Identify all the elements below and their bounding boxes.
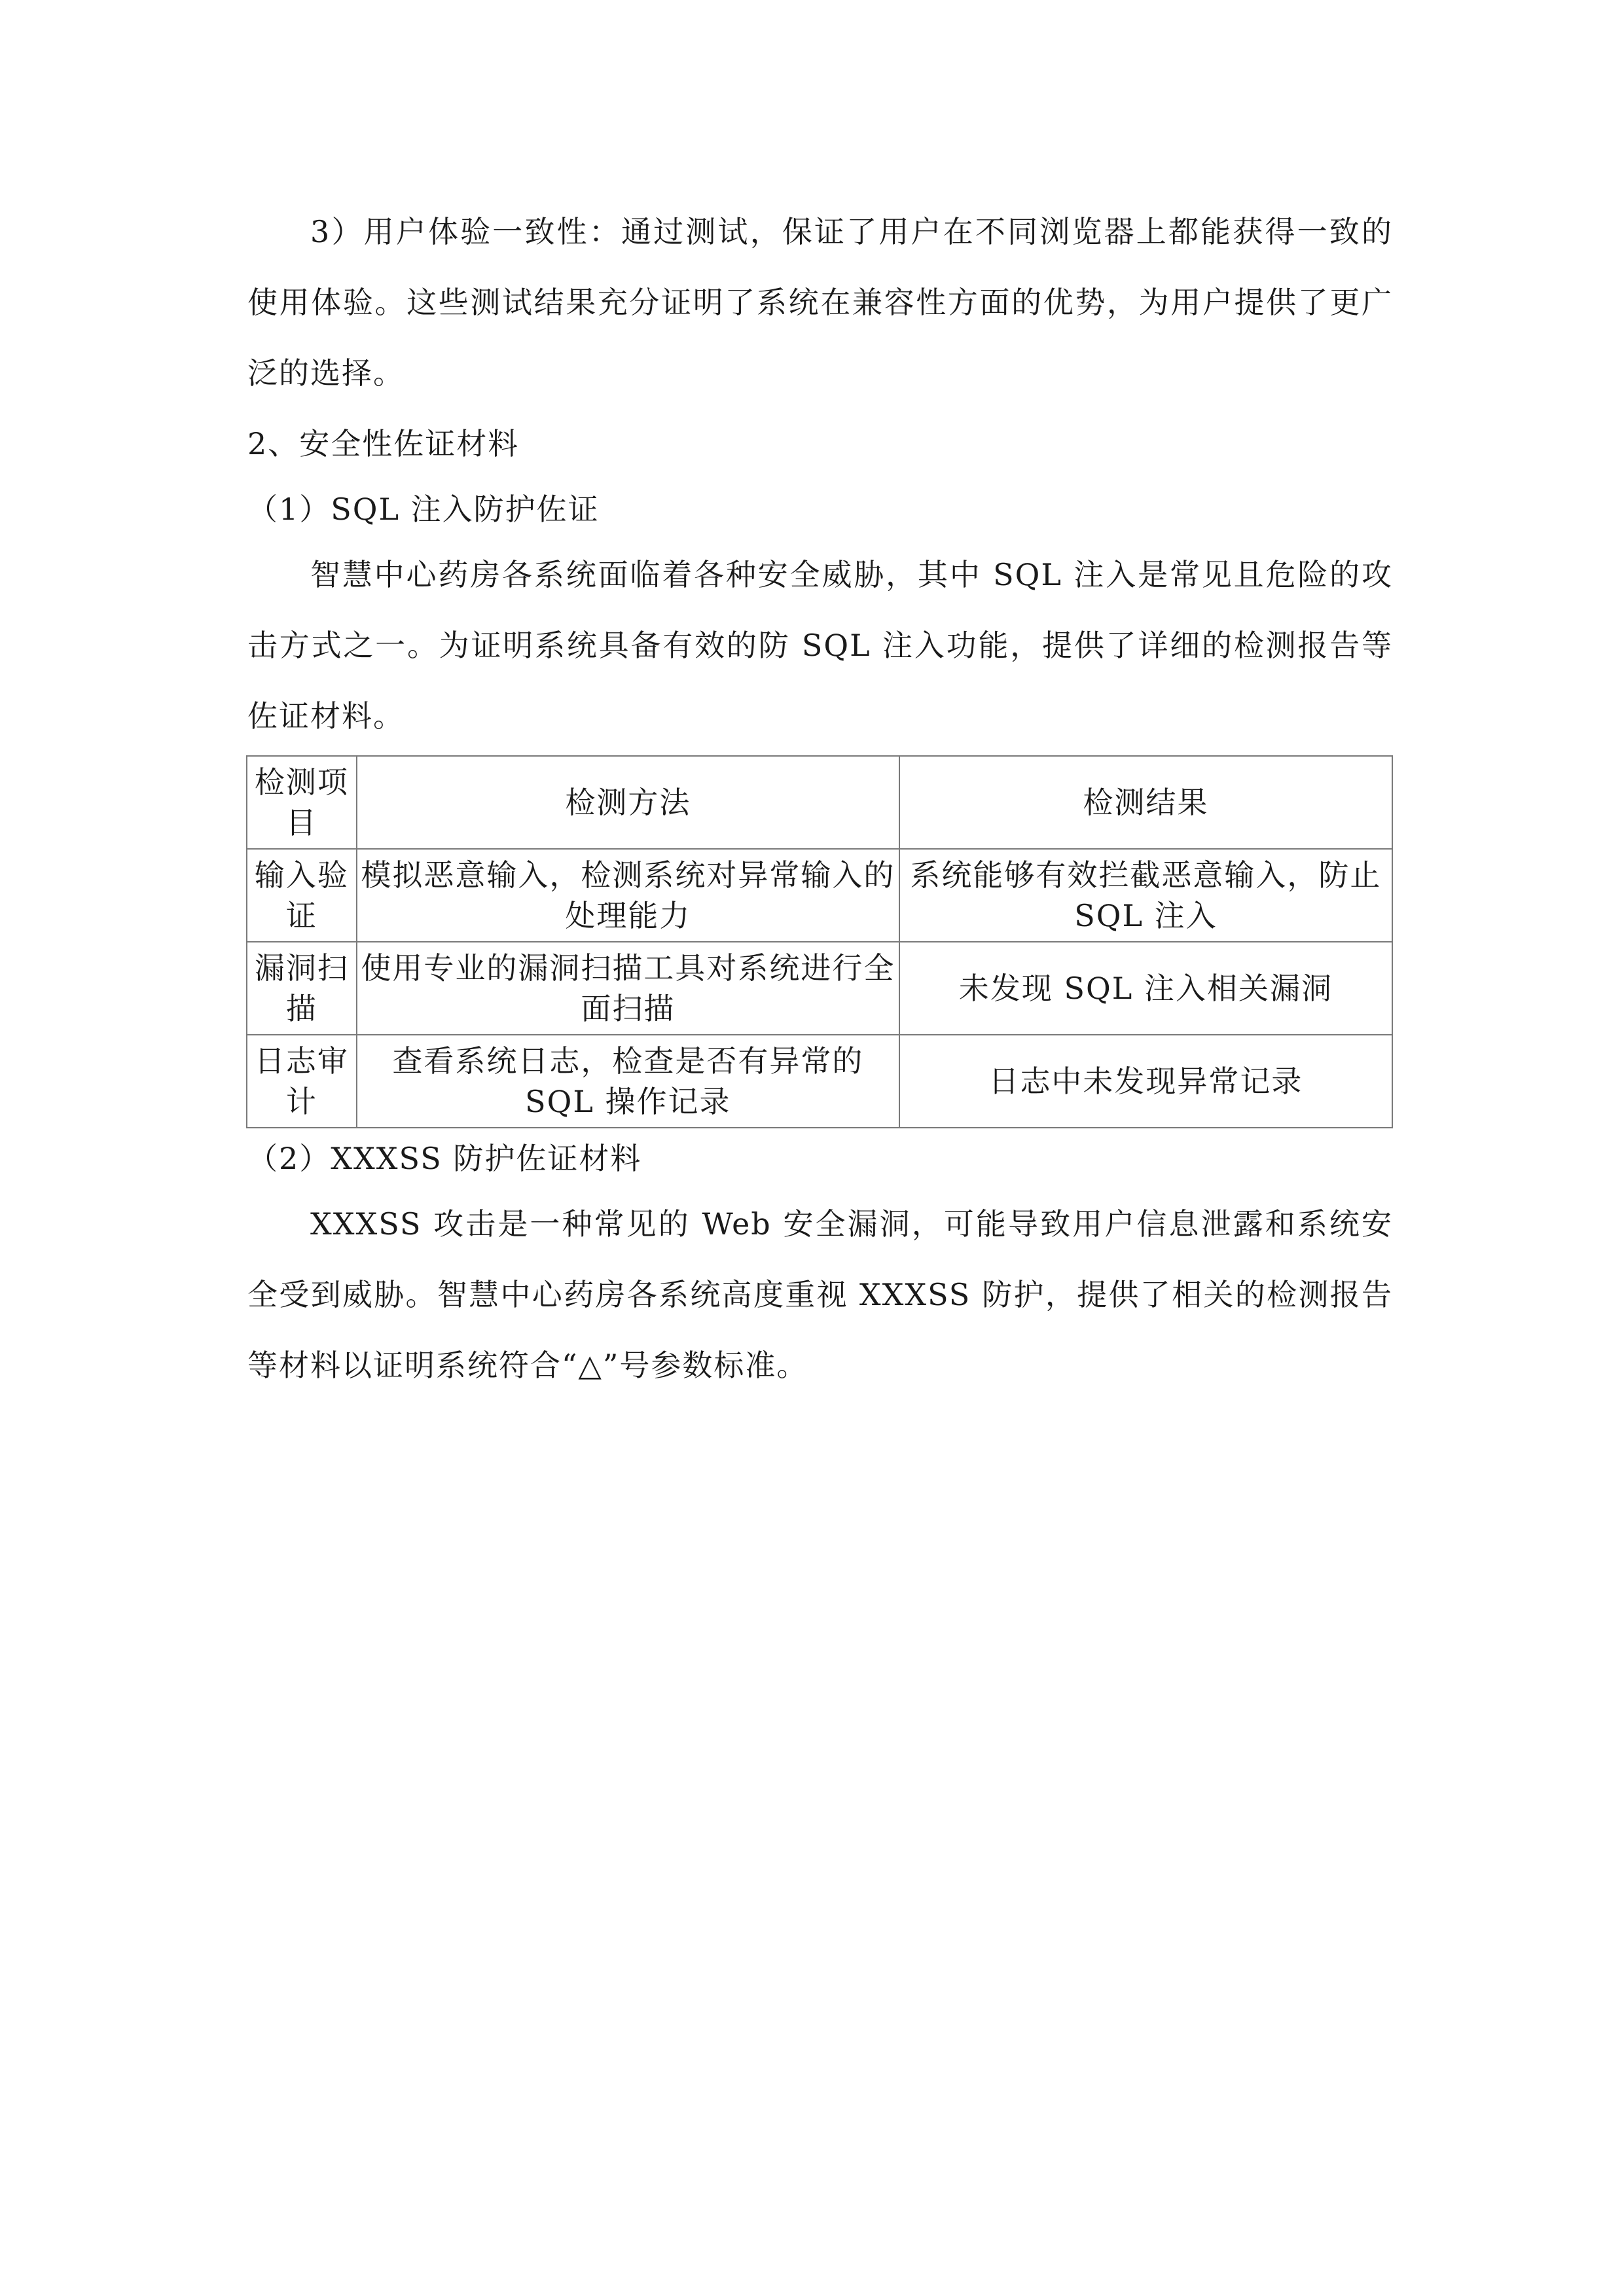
table-cell-item: 日志审计 [247, 1035, 357, 1128]
document-body [247, 196, 1393, 1401]
paragraph-user-experience: 3）用户体验一致性：通过测试，保证了用户在不同浏览器上都能获得一致的使用体验。这些测试结果充分证明了系统在兼容性方面的优势，为用户提供了更广泛的选择。 [247, 214, 1393, 391]
subsection-heading-xss: （2）XXXSS 防护佐证材料 [247, 1141, 642, 1176]
table-cell-method: 查看系统日志，检查是否有异常的 SQL 操作记录 [357, 1035, 899, 1128]
subsection-heading-sql-injection: （1）SQL 注入防护佐证 [247, 492, 600, 527]
table-header-cell: 检测方法 [357, 756, 899, 849]
table-header-row [247, 756, 1392, 849]
table-cell-result: 日志中未发现异常记录 [899, 1035, 1392, 1128]
table-row [247, 1035, 1392, 1128]
sql-detection-table [246, 755, 1393, 1128]
table-header-cell: 检测结果 [899, 756, 1392, 849]
paragraph-xss: XXXSS 攻击是一种常见的 Web 安全漏洞，可能导致用户信息泄露和系统安全受到威胁。智慧中心药房各系统高度重视 XXXSS 防护，提供了相关的检测报告等材料以证明系统符合“△”号参数标准。 [247, 1206, 1393, 1383]
table-cell-result: 系统能够有效拦截恶意输入，防止 SQL 注入 [899, 849, 1392, 942]
table-cell-method: 使用专业的漏洞扫描工具对系统进行全面扫描 [357, 942, 899, 1035]
section-heading-security-evidence: 2、安全性佐证材料 [247, 426, 520, 461]
table-cell-method: 模拟恶意输入，检测系统对异常输入的处理能力 [357, 849, 899, 942]
table-cell-item: 漏洞扫描 [247, 942, 357, 1035]
table-cell-item: 输入验证 [247, 849, 357, 942]
table-row [247, 942, 1392, 1035]
table-row [247, 849, 1392, 942]
paragraph-sql-injection: 智慧中心药房各系统面临着各种安全威胁，其中 SQL 注入是常见且危险的攻击方式之一。为证明系统具备有效的防 SQL 注入功能，提供了详细的检测报告等佐证材料。 [247, 557, 1393, 734]
table-header-cell: 检测项目 [247, 756, 357, 849]
table-cell-result: 未发现 SQL 注入相关漏洞 [899, 942, 1392, 1035]
